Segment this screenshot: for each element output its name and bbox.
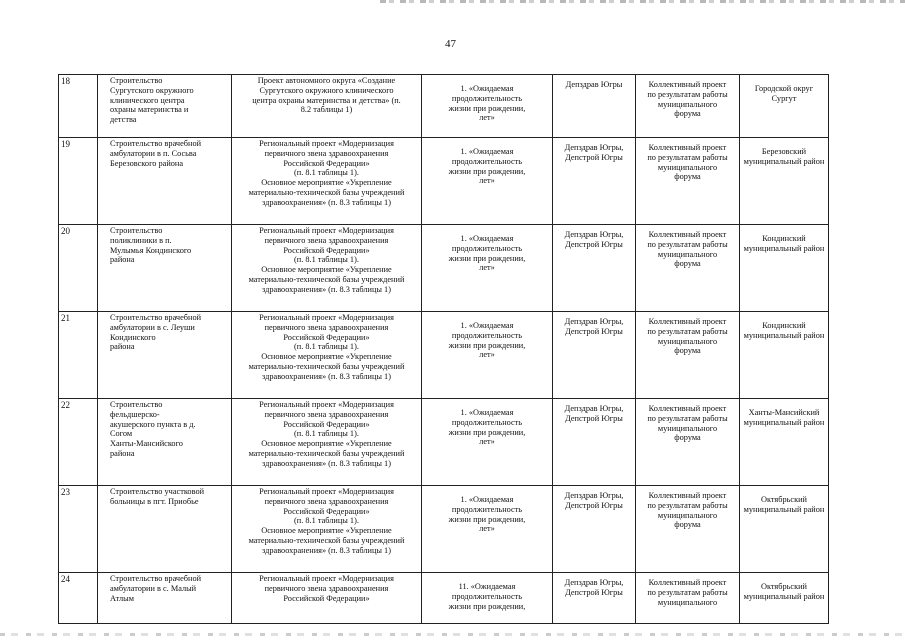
responsible-cell-line: Депздрав Югры, [564,404,624,413]
form-cell-line: муниципального [657,99,718,109]
object-name-cell-line: Строительство [110,400,163,409]
object-name-cell-line: Мулымья Кондинского [110,245,192,255]
project-cell-line: Российской Федерации» [283,332,370,342]
responsible-cell-line: Депздрав Югры, [564,317,624,326]
project-cell-line: центра охраны материнства и детства» (п. [252,95,401,105]
object-name-cell [98,312,232,399]
project-cell-line: здравоохранения» (п. 8.3 таблицы 1) [262,371,391,381]
territory-cell-line: Октябрьский [761,582,807,591]
indicator-cell-line: жизни при рождении, [448,427,526,437]
scan-artifact-bottom [0,633,905,636]
project-cell-line: Региональный проект «Модернизация [259,574,394,583]
territory-cell [740,312,829,399]
project-cell-line: Российской Федерации» [283,419,370,429]
form-cell-line: форума [674,346,701,356]
project-cell-line: Основное мероприятие «Укрепление [261,439,392,449]
project-cell [232,573,422,624]
indicator-cell [422,399,553,486]
form-cell-line: по результатам работы [647,239,728,249]
territory-cell [740,225,829,312]
indicator-cell-line: продолжительность [451,504,523,514]
indicator-cell-line: продолжительность [451,417,523,427]
object-name-cell-line: больницы в пгт. Приобье [110,496,199,506]
project-cell-line: Основное мероприятие «Укрепление [261,526,392,536]
form-cell-line: по результатам работы [647,500,728,510]
responsible-cell-line: Депздрав Югры, [564,143,624,152]
project-cell [232,312,422,399]
object-name-cell-line: Строительство [110,76,163,85]
table-body [59,75,829,624]
form-cell-line: форума [674,109,701,119]
indicator-cell [422,225,553,312]
form-cell [636,138,740,225]
indicator-cell [422,312,553,399]
form-cell-line: по результатам работы [647,152,728,162]
territory-cell-line: Березовский [761,147,807,156]
territory-cell-line: муниципальный район [743,591,825,601]
object-name-cell [98,138,232,225]
form-cell-line: Коллективный проект [648,143,727,152]
territory-cell-line: Октябрьский [761,495,807,504]
project-cell-line: первичного звена здравоохранения [264,496,389,506]
form-cell [636,486,740,573]
indicator-cell-line: жизни при рождении, [448,253,526,263]
project-cell-line: здравоохранения» (п. 8.3 таблицы 1) [262,197,391,207]
project-cell [232,486,422,573]
object-name-cell [98,486,232,573]
object-name-cell-line: охраны материнства и [110,105,189,115]
territory-cell-line: Кондинский [762,234,806,243]
form-cell-line: Коллективный проект [648,317,727,326]
territory-cell-line: Кондинский [762,321,806,330]
indicator-cell [422,573,553,624]
project-cell-line: (п. 8.1 таблицы 1). [294,429,359,439]
object-name-cell-line: Атлым [110,593,134,603]
project-cell-line: Сургутского окружного клинического [259,85,394,95]
territory-cell [740,486,829,573]
table-row [59,486,829,573]
project-cell-line: (п. 8.1 таблицы 1). [294,516,359,526]
object-name-cell-line: района [110,255,135,265]
responsible-cell-line: Депстрой Югры [565,326,623,336]
project-cell-line: здравоохранения» (п. 8.3 таблицы 1) [262,458,391,468]
project-cell-line: Региональный проект «Модернизация [259,139,394,148]
indicator-cell [422,75,553,138]
indicator-cell-line: жизни при рождении, [448,601,526,611]
form-cell-line: форума [674,259,701,269]
project-cell-line: Проект автономного округа «Создание [257,76,396,85]
scan-artifact-top [380,0,905,3]
object-name-cell-line: Строительство врачебной [110,313,202,322]
object-name-cell [98,225,232,312]
indicator-cell-line: продолжительность [451,591,523,601]
table-row [59,399,829,486]
indicator-cell-line: лет» [479,263,495,273]
project-cell-line: 8.2 таблицы 1) [300,105,353,115]
project-cell-line: Российской Федерации» [283,245,370,255]
territory-cell-line: муниципальный район [743,417,825,427]
responsible-cell-line: Депстрой Югры [565,587,623,597]
responsible-cell [553,399,636,486]
territory-cell [740,573,829,624]
object-name-cell-line: клинического центра [110,95,185,105]
form-cell-line: по результатам работы [647,326,728,336]
indicator-cell-line: жизни при рождении, [448,340,526,350]
row-number: 23 [59,486,98,573]
responsible-cell [553,573,636,624]
project-cell-line: первичного звена здравоохранения [264,148,389,158]
row-number: 22 [59,399,98,486]
object-name-cell-line: амбулатории в п. Сосьва [110,148,197,158]
territory-cell-line: муниципальный район [743,243,825,253]
indicator-cell-line: 1. «Ожидаемая [460,147,514,156]
project-cell-line: Российской Федерации» [283,593,370,603]
form-cell [636,75,740,138]
project-cell-line: Региональный проект «Модернизация [259,226,394,235]
page-number: 47 [445,38,456,50]
row-number: 21 [59,312,98,399]
indicator-cell-line: продолжительность [451,330,523,340]
form-cell [636,312,740,399]
form-cell-line: муниципального [657,423,718,433]
indicator-cell-line: лет» [479,176,495,186]
indicator-cell-line: лет» [479,524,495,534]
object-name-cell-line: Кондинского [110,332,156,342]
territory-cell [740,138,829,225]
form-cell-line: муниципального [657,336,718,346]
indicator-cell-line: 1. «Ожидаемая [460,234,514,243]
indicator-cell-line: 1. «Ожидаемая [460,408,514,417]
indicator-cell-line: лет» [479,113,495,123]
responsible-cell [553,225,636,312]
indicator-cell-line: лет» [479,437,495,447]
project-cell-line: первичного звена здравоохранения [264,322,389,332]
project-cell-line: Основное мероприятие «Укрепление [261,352,392,362]
project-cell-line: материально-технической базы учреждений [248,187,405,197]
responsible-cell [553,312,636,399]
object-name-cell-line: Березовского района [110,158,184,168]
object-name-cell [98,399,232,486]
project-cell-line: Региональный проект «Модернизация [259,400,394,409]
project-cell-line: (п. 8.1 таблицы 1). [294,255,359,265]
responsible-cell-line: Депздрав Югры [565,80,623,89]
project-cell-line: Российской Федерации» [283,158,370,168]
responsible-cell [553,486,636,573]
form-cell-line: муниципального [657,249,718,259]
form-cell-line: муниципального [657,597,718,607]
project-cell [232,138,422,225]
object-name-cell-line: района [110,448,135,458]
object-name-cell-line: Строительство [110,226,163,235]
project-cell [232,75,422,138]
indicator-cell-line: 1. «Ожидаемая [460,321,514,330]
form-cell-line: форума [674,172,701,182]
indicator-cell-line: продолжительность [451,243,523,253]
indicator-cell-line: жизни при рождении, [448,103,526,113]
object-name-cell-line: Строительство врачебной [110,574,202,583]
project-cell-line: Основное мероприятие «Укрепление [261,265,392,275]
indicator-cell-line: 11. «Ожидаемая [458,582,516,591]
project-cell-line: Основное мероприятие «Укрепление [261,178,392,188]
responsible-cell-line: Депстрой Югры [565,413,623,423]
project-cell-line: первичного звена здравоохранения [264,409,389,419]
project-cell-line: материально-технической базы учреждений [248,535,405,545]
territory-cell-line: муниципальный район [743,330,825,340]
responsible-cell [553,138,636,225]
indicator-cell-line: продолжительность [451,156,523,166]
object-name-cell-line: детства [110,115,137,125]
object-name-cell-line: Строительство участковой [110,487,205,496]
territory-cell-line: Сургут [771,93,797,103]
object-name-cell-line: Ханты-Мансийского [110,439,183,449]
table-row [59,75,829,138]
form-cell-line: Коллективный проект [648,230,727,239]
form-cell-line: Коллективный проект [648,404,727,413]
project-cell-line: материально-технической базы учреждений [248,361,405,371]
project-cell-line: Региональный проект «Модернизация [259,487,394,496]
object-name-cell-line: амбулатории в с. Леуши [110,322,195,332]
indicator-cell-line: лет» [479,350,495,360]
form-cell [636,225,740,312]
project-cell-line: Российской Федерации» [283,506,370,516]
form-cell-line: Коллективный проект [648,80,727,89]
responsible-cell-line: Депздрав Югры, [564,230,624,239]
territory-cell-line: Городской округ [754,84,814,93]
form-cell-line: по результатам работы [647,413,728,423]
form-cell-line: Коллективный проект [648,578,727,587]
table-row [59,138,829,225]
form-cell-line: форума [674,520,701,530]
object-name-cell-line: Сургутского окружного [110,85,194,95]
responsible-cell-line: Депстрой Югры [565,500,623,510]
table-row [59,225,829,312]
form-cell-line: по результатам работы [647,89,728,99]
form-cell-line: форума [674,433,701,443]
form-cell-line: муниципального [657,510,718,520]
row-number: 19 [59,138,98,225]
territory-cell-line: муниципальный район [743,156,825,166]
row-number: 24 [59,573,98,624]
form-cell-line: муниципального [657,162,718,172]
object-name-cell-line: фельдшерско- [110,409,160,419]
project-cell-line: (п. 8.1 таблицы 1). [294,168,359,178]
object-name-cell-line: Согом [110,429,133,439]
project-cell-line: здравоохранения» (п. 8.3 таблицы 1) [262,284,391,294]
object-name-cell [98,573,232,624]
indicator-cell-line: продолжительность [451,93,523,103]
indicator-cell [422,486,553,573]
object-name-cell [98,75,232,138]
object-name-cell-line: района [110,342,135,352]
form-cell [636,399,740,486]
object-name-cell-line: акушерского пункта в д. [110,419,196,429]
territory-cell-line: муниципальный район [743,504,825,514]
project-cell-line: материально-технической базы учреждений [248,448,405,458]
form-cell-line: по результатам работы [647,587,728,597]
table-row [59,312,829,399]
responsible-cell-line: Депздрав Югры, [564,491,624,500]
responsible-cell-line: Депстрой Югры [565,239,623,249]
indicator-cell-line: 1. «Ожидаемая [460,495,514,504]
responsible-cell-line: Депстрой Югры [565,152,623,162]
form-cell [636,573,740,624]
indicator-cell-line: жизни при рождении, [448,514,526,524]
indicator-cell-line: 1. «Ожидаемая [460,84,514,93]
object-name-cell-line: амбулатории в с. Малый [110,583,197,593]
object-name-cell-line: поликлиники в п. [110,235,172,245]
project-cell-line: Региональный проект «Модернизация [259,313,394,322]
responsible-cell-line: Депздрав Югры, [564,578,624,587]
project-cell-line: здравоохранения» (п. 8.3 таблицы 1) [262,545,391,555]
table-row [59,573,829,624]
responsible-cell [553,75,636,138]
document-table [58,74,829,624]
project-cell [232,225,422,312]
project-cell-line: (п. 8.1 таблицы 1). [294,342,359,352]
row-number: 20 [59,225,98,312]
project-cell [232,399,422,486]
project-cell-line: материально-технической базы учреждений [248,274,405,284]
project-cell-line: первичного звена здравоохранения [264,583,389,593]
territory-cell-line: Ханты-Мансийский [748,408,820,417]
object-name-cell-line: Строительство врачебной [110,139,202,148]
territory-cell [740,399,829,486]
row-number: 18 [59,75,98,138]
territory-cell [740,75,829,138]
indicator-cell-line: жизни при рождении, [448,166,526,176]
form-cell-line: Коллективный проект [648,491,727,500]
indicator-cell [422,138,553,225]
project-cell-line: первичного звена здравоохранения [264,235,389,245]
